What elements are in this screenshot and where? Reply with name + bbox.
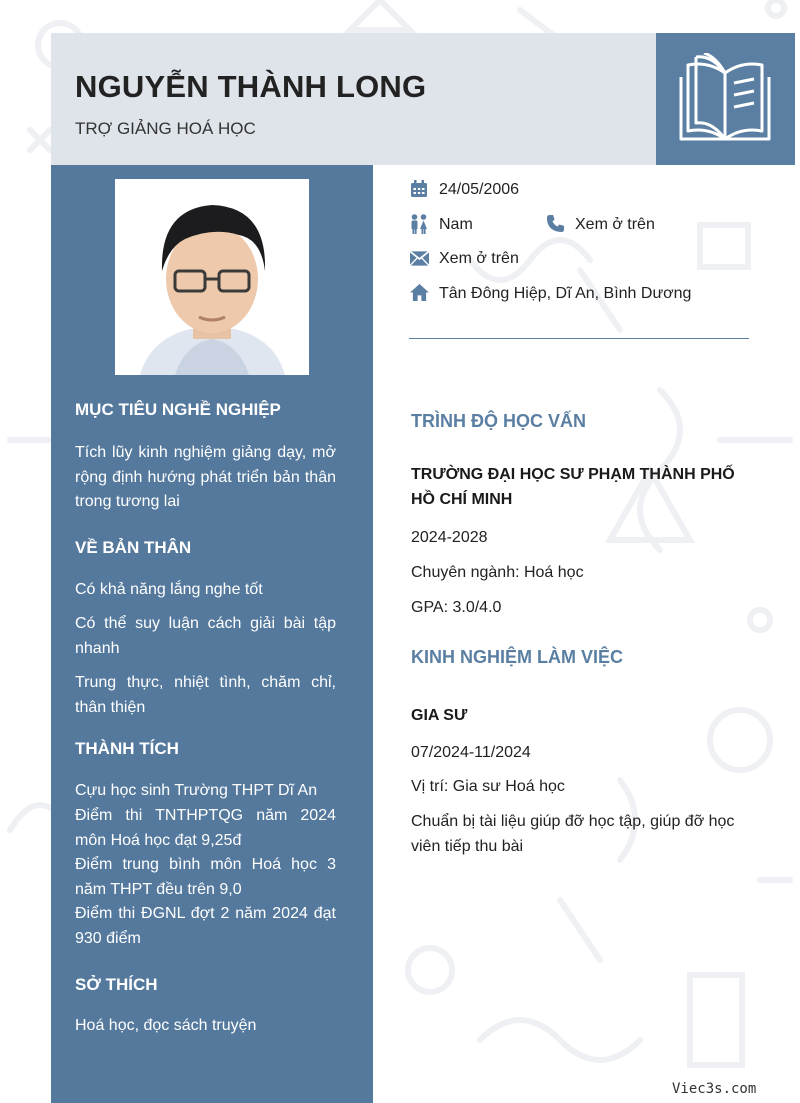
about-item: Có khả năng lắng nghe tốt — [75, 581, 263, 598]
email-value: Xem ở trên — [439, 250, 519, 267]
address-value: Tân Đông Hiệp, Dĩ An, Bình Dương — [439, 285, 692, 302]
achievement-item: Điểm thi ĐGNL đợt 2 năm 2024 đạt 930 điểm — [75, 905, 336, 947]
divider — [409, 338, 749, 339]
education-major: Chuyên ngành: Hoá học — [411, 564, 584, 581]
objective-text: Tích lũy kinh nghiệm giảng dạy, mở rộng định hướng phát triển bản thân trong tương lai — [75, 444, 336, 510]
achievements-title: THÀNH TÍCH — [75, 739, 179, 758]
calendar-icon — [410, 180, 428, 198]
school-name: TRƯỜNG ĐẠI HỌC SƯ PHẠM THÀNH PHỐ HỒ CHÍ MINH — [411, 466, 735, 508]
achievement-item: Điểm thi TNTHPTQG năm 2024 môn Hoá học đạt 9,25đ — [75, 807, 336, 849]
job-title: TRỢ GIẢNG HOÁ HỌC — [75, 119, 256, 138]
candidate-name: NGUYỄN THÀNH LONG — [75, 69, 427, 104]
gender-value: Nam — [439, 216, 473, 233]
experience-title: KINH NGHIỆM LÀM VIỆC — [411, 647, 624, 667]
experience-period: 07/2024-11/2024 — [411, 744, 531, 761]
objective-title: MỤC TIÊU NGHỀ NGHIỆP — [75, 400, 281, 419]
about-item: Có thể suy luận cách giải bài tập nhanh — [75, 615, 336, 657]
header-banner — [51, 33, 656, 165]
education-gpa: GPA: 3.0/4.0 — [411, 599, 502, 616]
sidebar — [51, 165, 373, 1103]
hobbies-title: SỞ THÍCH — [75, 975, 158, 994]
experience-role: GIA SƯ — [411, 707, 468, 724]
experience-description: Chuẩn bị tài liệu giúp đỡ học tập, giúp đỡ học viên tiếp thu bài — [411, 813, 735, 855]
site-watermark: Viec3s.com — [672, 1081, 757, 1097]
logo-box — [656, 33, 795, 165]
about-item: Trung thực, nhiệt tình, chăm chỉ, thân thiện — [75, 674, 336, 716]
education-period: 2024-2028 — [411, 529, 488, 546]
birthday-value: 24/05/2006 — [439, 181, 520, 198]
experience-position: Vị trí: Gia sư Hoá học — [411, 778, 565, 795]
education-title: TRÌNH ĐỘ HỌC VẤN — [411, 411, 586, 431]
gender-icon — [410, 214, 428, 234]
phone-icon — [546, 214, 565, 233]
achievement-item: Điểm trung bình môn Hoá học 3 năm THPT đều trên 9,0 — [75, 856, 336, 898]
open-book-icon — [678, 53, 772, 143]
profile-photo — [115, 179, 309, 375]
hobbies-text: Hoá học, đọc sách truyện — [75, 1017, 257, 1034]
home-icon — [410, 284, 429, 301]
email-icon — [410, 251, 429, 266]
phone-value: Xem ở trên — [575, 216, 655, 233]
achievement-item: Cựu học sinh Trường THPT Dĩ An — [75, 782, 318, 799]
about-title: VỀ BẢN THÂN — [75, 538, 192, 557]
